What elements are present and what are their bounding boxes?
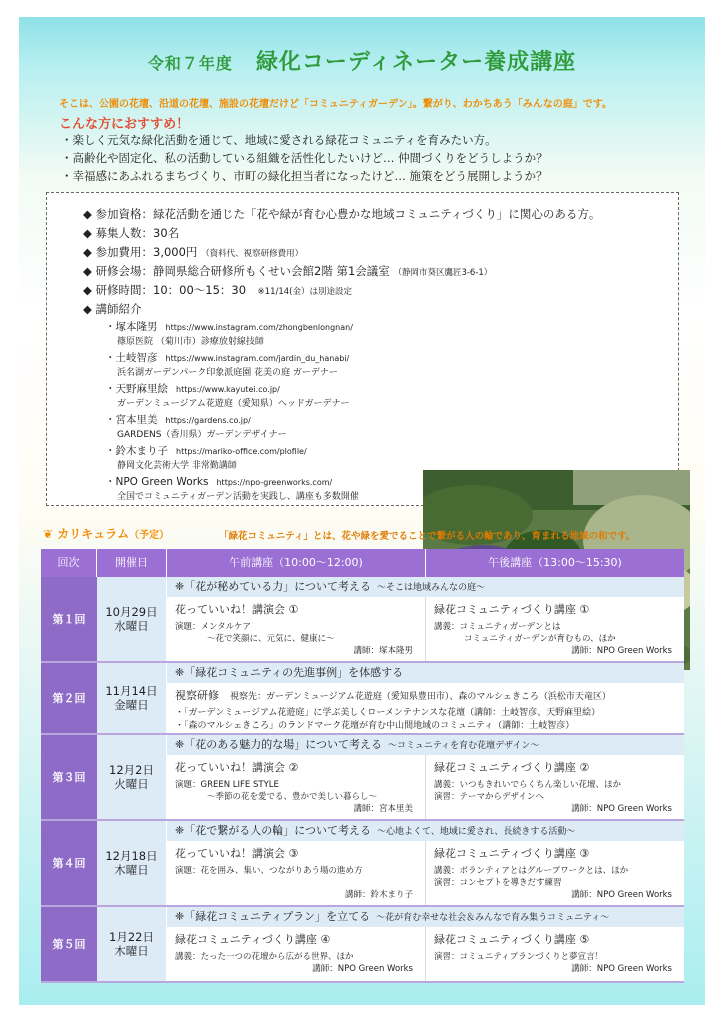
pm-lecture: 緑花コミュニティづくり講座 ① 講義：コミュニティガーデンとは コミュニティガーデンが育むもの、ほか 講師：NPO Green Works	[434, 603, 672, 656]
session-theme: ❈「花のある魅力的な場」について考える 〜コミュニティを育む花壇デザイン〜	[167, 735, 684, 755]
qualification: ◆ 参加資格：緑花活動を通じた「花や緑が育む心豊かな地域コミュニティづくり」に関心のある方。	[83, 207, 601, 221]
recommend-list	[61, 131, 548, 185]
col-header: 午前講座（10:00〜12:00)	[167, 549, 426, 577]
am-lecture: 緑花コミュニティづくり講座 ④ 講義：たった一つの花壇から広がる世界、ほか 講師：NPO Green Works	[167, 927, 426, 981]
session-theme: ❈「緑花コミュニティプラン」を立てる 〜花が育む幸せな社会＆みんなで育み集うコミュニティ〜	[167, 907, 684, 927]
recommend-item: ・楽しく元気な緑化活動を通じて、地域に愛される緑花コミュニティを育みたい方。	[61, 133, 497, 147]
recommend-item: ・幸福感にあふれるまちづくり、市町の緑化担当者になったけど… 施策をどう展開しようか？	[61, 169, 548, 183]
venue: ◆ 研修会場：静岡県総合研修所もくせい会館2階 第1会議室 （静岡市葵区鷹匠3-6-1）	[83, 264, 493, 278]
session-date: 12月2日 火曜日	[97, 735, 167, 819]
table-row	[41, 663, 684, 735]
leaf-icon: ❦	[43, 527, 54, 541]
fee: ◆ 参加費用：3,000円 （資料代、視察研修費用）	[83, 245, 304, 259]
table-row	[41, 735, 684, 821]
title-year: 令和７年度	[147, 54, 233, 73]
session-date: 11月14日 金曜日	[97, 663, 167, 733]
pm-lecture: 緑花コミュニティづくり講座 ⑤ 演習：コミュニティプランづくりと夢宣言！ 講師：NPO Green Works	[434, 933, 672, 974]
curriculum-heading: ❦ カリキュラム（予定）	[43, 527, 170, 541]
am-lecture: 花っていいね！講演会 ① 演題：メンタルケア 〜花で笑顔に、元気に、健康に〜 講師：塚本隆男	[167, 597, 426, 661]
session-date: 12月18日 木曜日	[97, 821, 167, 905]
poster	[19, 17, 705, 1005]
lecturer-link[interactable]: https://gardens.co.jp/	[165, 416, 251, 425]
session-number: 第４回	[41, 821, 97, 905]
info-box	[46, 192, 679, 506]
session-date: 1月22日 木曜日	[97, 907, 167, 981]
table-row	[41, 907, 684, 983]
lecturer: ・NPO Green Works https://npo-greenworks.com/ 全国でコミュニティガーデン活動を実践し、講座も多数開催	[105, 476, 359, 502]
session-number: 第１回	[41, 577, 97, 661]
am-lecture: 花っていいね！講演会 ② 演題：GREEN LIFE STYLE 〜季節の花を愛でる、豊かで美しい暮らし〜 講師：宮本里美	[167, 755, 426, 819]
capacity: ◆ 募集人数：30名	[83, 226, 180, 240]
session-theme: ❈「花で繋がる人の輪」について考える 〜心地よくて、地域に愛され、長続きする活動〜	[167, 821, 684, 841]
session-date: 10月29日 水曜日	[97, 577, 167, 661]
col-header: 回次	[41, 549, 97, 577]
lecturer: ・土岐智彦 https://www.instagram.com/jardin_du_hanabi/ 浜名湖ガーデンパーク印象派庭園 花美の庭 ガーデナー	[105, 352, 350, 378]
lecturer: ・天野麻里絵 https://www.kayutei.co.jp/ ガーデンミュージアム花遊庭（愛知県）ヘッドガーデナー	[105, 383, 350, 409]
col-header: 開催日	[97, 549, 167, 577]
session-number: 第５回	[41, 907, 97, 981]
lecturer-link[interactable]: https://www.instagram.com/jardin_du_hanabi/	[165, 354, 350, 363]
pm-lecture: 緑花コミュニティづくり講座 ② 講義：いつもきれいでらくちん楽しい花壇、ほか 演習：テーマからデザインへ 講師：NPO Green Works	[434, 761, 672, 814]
col-header: 午後講座（13:00〜15:30)	[488, 556, 622, 569]
table-header	[41, 549, 684, 577]
lecturer: ・鈴木まり子 https://mariko-office.com/plofile/ 静岡文化芸術大学 非常勤講師	[105, 445, 307, 471]
lecturer-link[interactable]: https://npo-greenworks.com/	[216, 478, 333, 487]
tagline: そこは、公園の花壇、沿道の花壇、施設の花壇だけど「コミュニティガーデン」。繋がり、わかちあう「みんなの庭」です。	[59, 99, 612, 110]
title-main: 緑化コーディネーター養成講座	[255, 50, 577, 75]
lecturer: ・宮本里美 https://gardens.co.jp/ GARDENS（香川県）ガーデンデザイナー	[105, 414, 287, 440]
recommend-heading: こんな方におすすめ！	[59, 117, 190, 132]
am-lecture: 花っていいね！講演会 ③ 演題：花を囲み、集い、つながりあう場の進め方 講師：鈴木まり子	[167, 841, 426, 905]
session-number: 第２回	[41, 663, 97, 733]
lecturer: ・塚本隆男 https://www.instagram.com/zhongbenlongnan/ 篠原医院 （菊川市）診療放射線技師	[105, 321, 353, 347]
pm-lecture: 緑花コミュニティづくり講座 ③ 講義：ボランティアとはグループワークとは、ほか 演習：コンセプトを導きだす練習 講師：NPO Green Works	[434, 847, 672, 900]
lecturer-link[interactable]: https://www.kayutei.co.jp/	[176, 385, 280, 394]
lecturers-heading: ◆ 講師紹介	[83, 302, 142, 316]
table-row	[41, 821, 684, 907]
session-theme: ❈「花が秘めている力」について考える 〜そこは地域みんなの庭〜	[167, 577, 684, 597]
time: ◆ 研修時間：10：00〜15：30 ※11/14(金）は別途設定	[83, 283, 352, 297]
lecturer-link[interactable]: https://mariko-office.com/plofile/	[176, 447, 307, 456]
recommend-item: ・高齢化や固定化、私の活動している組織を活性化したいけど… 仲間づくりをどうしようか？	[61, 151, 548, 165]
page-title	[19, 45, 705, 76]
field-trip: 視察研修 視察先：ガーデンミュージアム花遊庭（愛知県豊田市）、森のマルシェきころ（浜松市天竜区） ・「ガーデンミュージアム花遊庭」に学ぶ美しくローメンテナンスな花壇（講師：土岐智彦、天野麻里絵） ・「森のマルシェきころ」のランドマーク花壇が育む中山間地域のコミュニティ（講師：土岐智彦）	[175, 689, 611, 731]
table-row	[41, 577, 684, 663]
session-theme: ❈「緑花コミュニティの先進事例」を体感する	[167, 663, 684, 683]
session-number: 第３回	[41, 735, 97, 819]
lecturer-link[interactable]: https://www.instagram.com/zhongbenlongnan/	[165, 323, 353, 332]
curriculum-note: 「緑花コミュニティ」とは、花や緑を愛でることで繋がる人の輪であり、育まれる地域の和です。	[219, 531, 636, 542]
